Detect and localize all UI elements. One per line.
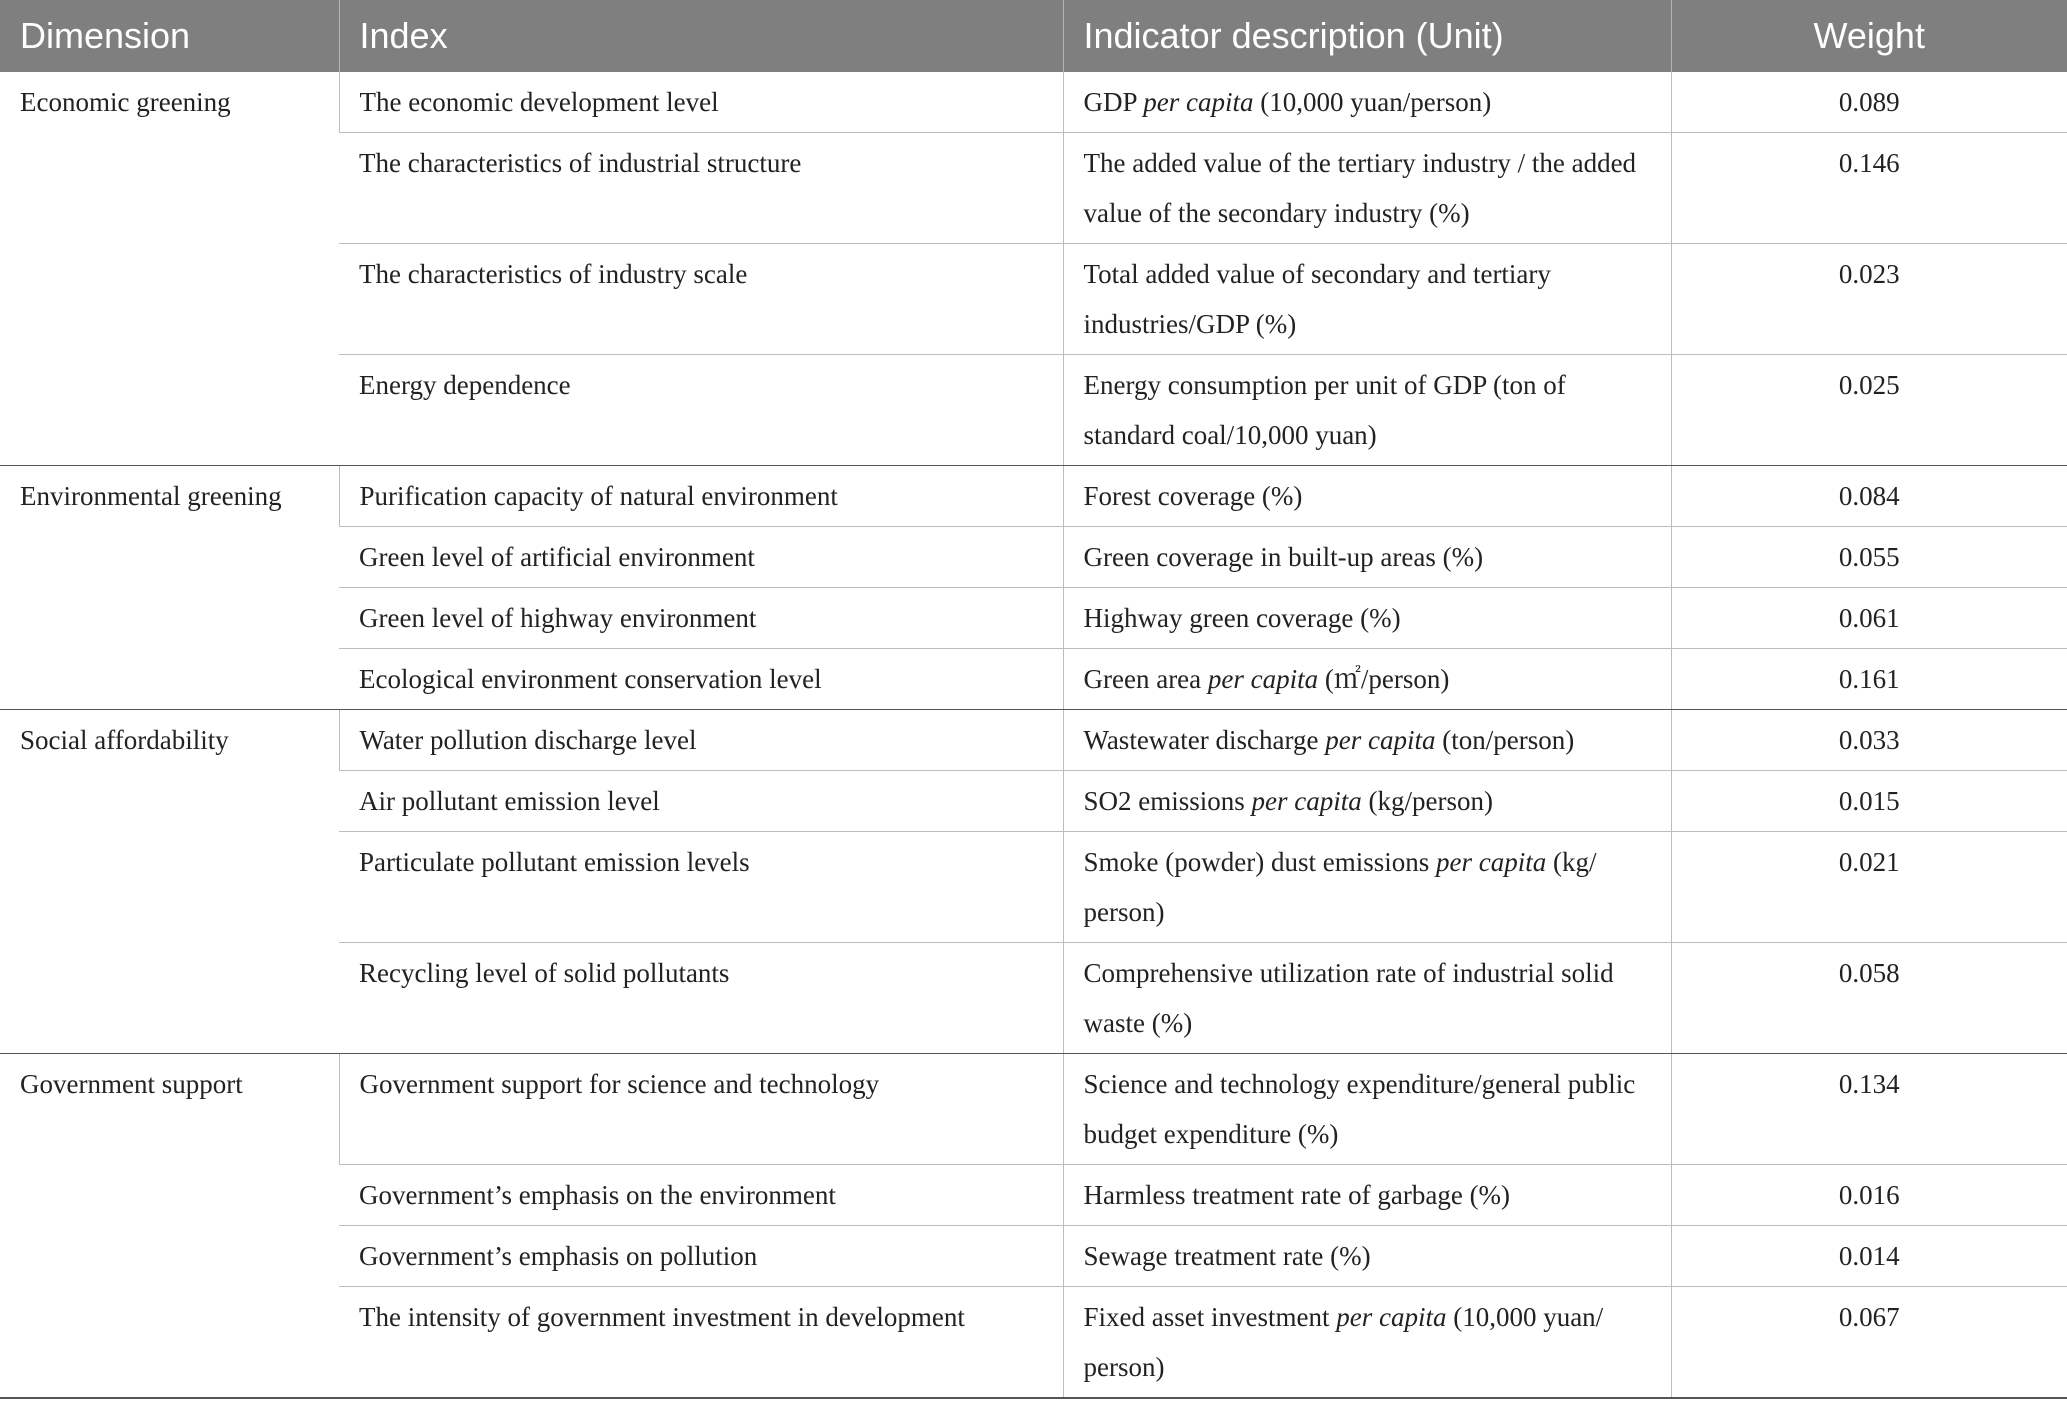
weight-cell: 0.058 (1671, 943, 2067, 1054)
indicator-cell (1063, 710, 1671, 771)
indicator-cell (1063, 133, 1671, 244)
index-cell: Particulate pollutant emission levels (339, 832, 1063, 943)
weight-cell: 0.014 (1671, 1226, 2067, 1287)
header-weight: Weight (1671, 0, 2067, 72)
indicator-cell (1063, 1226, 1671, 1287)
indicator-unit-text: (kg/person) (1361, 786, 1493, 816)
indicator-unit-text: (10,000 yuan/ person) (1083, 1302, 1604, 1382)
weight-cell: 0.015 (1671, 771, 2067, 832)
weight-cell: 0.023 (1671, 244, 2067, 355)
indicator-cell (1063, 1054, 1671, 1165)
indicator-text: GDP (1083, 87, 1144, 117)
weight-cell: 0.134 (1671, 1054, 2067, 1165)
table-row (0, 710, 2067, 771)
indicator-text: Highway green coverage (%) (1083, 603, 1401, 633)
index-cell: Government’s emphasis on pollution (339, 1226, 1063, 1287)
index-cell: Green level of highway environment (339, 588, 1063, 649)
weight-cell: 0.021 (1671, 832, 2067, 943)
weight-cell: 0.146 (1671, 133, 2067, 244)
indicator-text: Forest coverage (%) (1083, 481, 1303, 511)
indicator-cell (1063, 244, 1671, 355)
indicator-unit-text: (㎡/person) (1318, 664, 1450, 694)
indicator-italic-text: per capita (1207, 664, 1319, 694)
index-cell: Recycling level of solid pollutants (339, 943, 1063, 1054)
table-row (0, 72, 2067, 133)
weight-cell: 0.025 (1671, 355, 2067, 466)
weight-cell: 0.084 (1671, 466, 2067, 527)
index-cell: The characteristics of industry scale (339, 244, 1063, 355)
indicator-unit-text: (ton/person) (1435, 725, 1575, 755)
indicator-text: Sewage treatment rate (%) (1083, 1241, 1371, 1271)
header-indicator: Indicator description (Unit) (1063, 0, 1671, 72)
weight-cell: 0.016 (1671, 1165, 2067, 1226)
indicator-text: The added value of the tertiary industry / the added value of the secondary industry (%) (1083, 148, 1637, 228)
indicator-cell (1063, 1287, 1671, 1399)
index-cell: The intensity of government investment in development (339, 1287, 1063, 1399)
index-cell: Water pollution discharge level (339, 710, 1063, 771)
index-cell: Air pollutant emission level (339, 771, 1063, 832)
index-cell: Energy dependence (339, 355, 1063, 466)
table-row (0, 466, 2067, 527)
indicator-text: Green coverage in built-up areas (%) (1083, 542, 1484, 572)
indicator-italic-text: per capita (1143, 87, 1254, 117)
indicator-text: Fixed asset investment (1083, 1302, 1337, 1332)
index-cell: Green level of artificial environment (339, 527, 1063, 588)
table-row (0, 1054, 2067, 1165)
index-cell: The economic development level (339, 72, 1063, 133)
index-cell: Ecological environment conservation level (339, 649, 1063, 710)
indicator-text: Energy consumption per unit of GDP (ton of standard coal/10,000 yuan) (1083, 370, 1566, 450)
weight-cell: 0.061 (1671, 588, 2067, 649)
indicator-text: Harmless treatment rate of garbage (%) (1083, 1180, 1511, 1210)
header-row (0, 0, 2067, 72)
indicator-cell (1063, 832, 1671, 943)
dimension-cell: Social affordability (0, 710, 339, 1054)
indicator-cell (1063, 1165, 1671, 1226)
dimension-cell: Economic greening (0, 72, 339, 466)
index-cell: Government support for science and technology (339, 1054, 1063, 1165)
dimension-cell: Government support (0, 1054, 339, 1399)
indicator-text: Smoke (powder) dust emissions (1083, 847, 1436, 877)
weight-cell: 0.033 (1671, 710, 2067, 771)
indicator-text: SO2 emissions (1083, 786, 1252, 816)
dimension-cell: Environmental greening (0, 466, 339, 710)
indicator-text: Science and technology expenditure/general public budget expenditure (%) (1083, 1069, 1636, 1149)
indicator-cell (1063, 72, 1671, 133)
weight-cell: 0.055 (1671, 527, 2067, 588)
indicator-text: Wastewater discharge (1083, 725, 1326, 755)
header-index: Index (339, 0, 1063, 72)
indicator-text: Total added value of secondary and tertiary industries/GDP (%) (1083, 259, 1551, 339)
indicator-cell (1063, 649, 1671, 710)
indicator-cell (1063, 771, 1671, 832)
indicator-cell (1063, 355, 1671, 466)
indicator-cell (1063, 466, 1671, 527)
index-cell: Purification capacity of natural environment (339, 466, 1063, 527)
table-body (0, 72, 2067, 1398)
indicator-italic-text: per capita (1251, 786, 1362, 816)
indicator-unit-text: (10,000 yuan/person) (1253, 87, 1492, 117)
indicator-text: Comprehensive utilization rate of industrial solid waste (%) (1083, 958, 1614, 1038)
indicator-cell (1063, 588, 1671, 649)
indicator-italic-text: per capita (1325, 725, 1436, 755)
weight-cell: 0.089 (1671, 72, 2067, 133)
weight-cell: 0.067 (1671, 1287, 2067, 1399)
indicator-text: Green area (1083, 664, 1208, 694)
index-cell: Government’s emphasis on the environment (339, 1165, 1063, 1226)
indicator-unit-text: (kg/ person) (1083, 847, 1597, 927)
index-cell: The characteristics of industrial structure (339, 133, 1063, 244)
indicator-cell (1063, 527, 1671, 588)
indicator-italic-text: per capita (1336, 1302, 1447, 1332)
indicator-italic-text: per capita (1435, 847, 1547, 877)
weight-cell: 0.161 (1671, 649, 2067, 710)
indicator-cell (1063, 943, 1671, 1054)
header-dimension: Dimension (0, 0, 339, 72)
